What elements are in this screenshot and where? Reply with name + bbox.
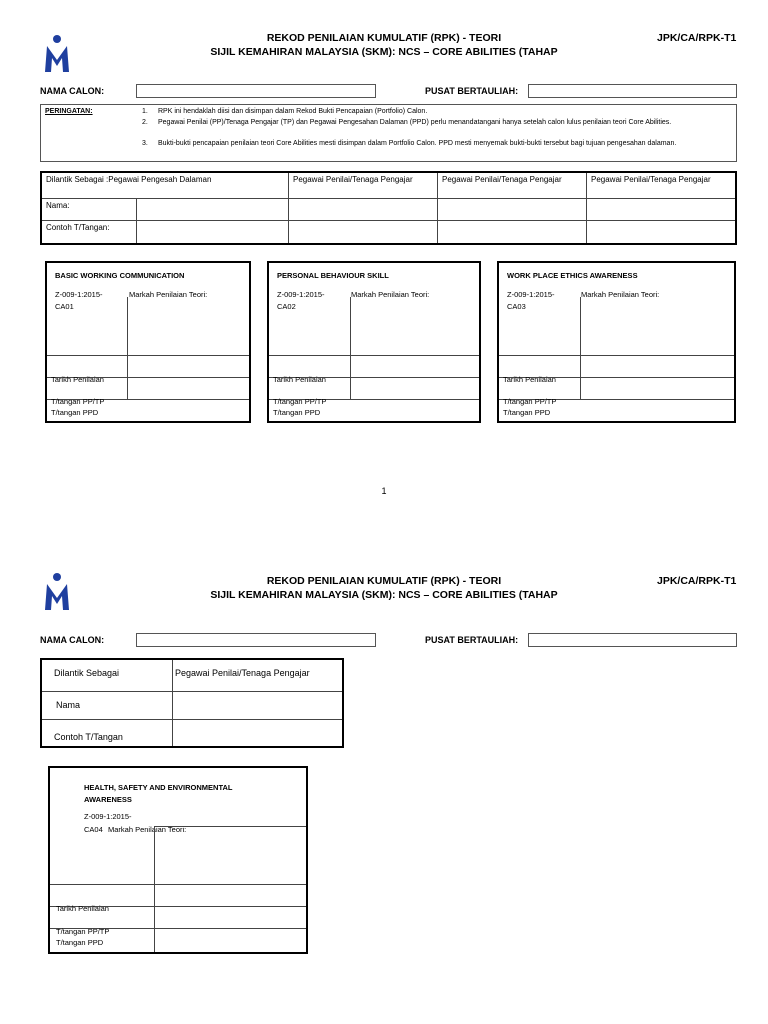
tarikh-field[interactable] [581, 377, 734, 399]
role-label: Pegawai Penilai/Tenaga Pengajar [293, 175, 413, 184]
role-label: Pegawai Penilai/Tenaga Pengajar [442, 175, 562, 184]
signature-field[interactable] [155, 928, 306, 952]
signature-field[interactable] [351, 399, 479, 421]
warning-num: 1. [142, 108, 148, 115]
nama-calon-label: NAMA CALON: [40, 635, 105, 645]
warning-num: 3. [142, 140, 148, 147]
ca-number: CA01 [55, 302, 74, 311]
contoh-tandatangan-label: Contoh T/Tangan: [41, 220, 137, 244]
nama-label: Nama: [41, 198, 137, 220]
ttpp-label: T/tangan PP/TP [503, 397, 557, 406]
markah-label: Markah Penilaian Teori: [129, 290, 208, 299]
nama-field[interactable] [137, 198, 289, 220]
ca-title: WORK PLACE ETHICS AWARENESS [507, 271, 638, 280]
signature-field[interactable] [128, 399, 249, 421]
ca-box-ca03 [497, 261, 736, 423]
ca-box-ca01 [45, 261, 251, 423]
signature-field[interactable] [173, 719, 344, 747]
role-label: Pegawai Penilai/Tenaga Pengajar [173, 659, 344, 691]
markah-field[interactable] [351, 355, 479, 377]
tarikh-label: Tarikh Penilaian [503, 375, 556, 384]
page-title: REKOD PENILAIAN KUMULATIF (RPK) - TEORI [266, 575, 502, 587]
appointment-signature-table [40, 171, 737, 245]
page-subtitle: SIJIL KEMAHIRAN MALAYSIA (SKM): NCS – CORE ABILITIES (TAHAP [210, 589, 558, 601]
warning-item: Bukti-bukti pencapaian penilaian teori Core Abilities mesti disimpan dalam Portfolio Calon. PPD mesti menyemak bukti-bukti tersebut bagi tujuan pengesahan dalaman. [158, 140, 677, 147]
tarikh-field[interactable] [128, 377, 249, 399]
ca-title: HEALTH, SAFETY AND ENVIRONMENTAL AWARENESS [84, 783, 233, 804]
signature-field[interactable] [581, 399, 734, 421]
page-subtitle: SIJIL KEMAHIRAN MALAYSIA (SKM): NCS – CORE ABILITIES (TAHAP [210, 46, 558, 58]
tarikh-label: Tarikh Penilaian [273, 375, 326, 384]
markah-field[interactable] [155, 884, 306, 906]
pusat-bertauliah-field[interactable] [528, 84, 737, 98]
warning-item: RPK ini hendaklah diisi dan disimpan dalam Rekod Bukti Pencapaian (Portfolio) Calon. [158, 108, 428, 115]
signature-field[interactable] [438, 220, 587, 244]
ca-code: Z-009-1:2015- [277, 290, 325, 299]
nama-field[interactable] [587, 198, 737, 220]
markah-label: Markah Penilaian Teori: [581, 290, 660, 299]
ttpp-label: T/tangan PP/TP [273, 397, 327, 406]
ca-number: CA03 [507, 302, 526, 311]
markah-field[interactable] [581, 355, 734, 377]
signature-field[interactable] [137, 220, 289, 244]
contoh-tandatangan-label: Contoh T/Tangan [41, 719, 173, 747]
ca-code: Z-009-1:2015- [507, 290, 555, 299]
warning-box [40, 104, 737, 162]
dilantik-label: Dilantik Sebagai [41, 659, 173, 691]
document-code: JPK/CA/RPK-T1 [657, 575, 737, 587]
warning-label: PERINGATAN: [45, 108, 93, 115]
ttpp-label: T/tangan PP/TP [56, 927, 110, 936]
nama-label: Nama [41, 691, 173, 719]
nama-calon-field[interactable] [136, 633, 376, 647]
pusat-bertauliah-label: PUSAT BERTAULIAH: [425, 635, 519, 645]
tarikh-label: Tarikh Penilaian [56, 904, 109, 913]
signature-field[interactable] [289, 220, 438, 244]
pusat-bertauliah-label: PUSAT BERTAULIAH: [425, 86, 519, 96]
role-cell [587, 172, 737, 198]
role-cell [438, 172, 587, 198]
nama-field[interactable] [438, 198, 587, 220]
role-cell [289, 172, 438, 198]
nama-field[interactable] [289, 198, 438, 220]
ca-number: CA02 [277, 302, 296, 311]
ca-box-ca04 [48, 766, 308, 954]
markah-field[interactable] [128, 355, 249, 377]
tarikh-label: Tarikh Penilaian [51, 375, 104, 384]
dilantik-label: Dilantik Sebagai : [46, 175, 109, 184]
nama-calon-field[interactable] [136, 84, 376, 98]
ttppd-label: T/tangan PPD [273, 408, 321, 417]
markah-label: Markah Penilaian Teori: [108, 825, 187, 834]
ca-title: BASIC WORKING COMMUNICATION [55, 271, 185, 280]
ca-title: PERSONAL BEHAVIOUR SKILL [277, 271, 389, 280]
markah-label: Markah Penilaian Teori: [351, 290, 430, 299]
appointment-signature-table [40, 658, 344, 748]
role-label: Pegawai Penilai/Tenaga Pengajar [591, 175, 711, 184]
page-number: 1 [381, 486, 387, 496]
ttppd-label: T/tangan PPD [51, 408, 99, 417]
ttppd-label: T/tangan PPD [503, 408, 551, 417]
appointment-cell [41, 172, 289, 198]
ca-box-ca02 [267, 261, 481, 423]
tarikh-field[interactable] [351, 377, 479, 399]
nama-calon-label: NAMA CALON: [40, 86, 105, 96]
pusat-bertauliah-field[interactable] [528, 633, 737, 647]
warning-num: 2. [142, 119, 148, 126]
nama-field[interactable] [173, 691, 344, 719]
tarikh-field[interactable] [155, 906, 306, 928]
ca-code: Z-009-1:2015- [84, 812, 132, 821]
ca-number: CA04 [84, 825, 103, 834]
warning-item: Pegawai Penilai (PP)/Tenaga Pengajar (TP) dan Pegawai Pengesahan Dalaman (PPD) perlu menandatangani hanya setelah calon lulus penilaian teori Core Abilities. [158, 119, 672, 126]
role-label: Pegawai Pengesah Dalaman [108, 175, 212, 184]
signature-field[interactable] [587, 220, 737, 244]
page-title: REKOD PENILAIAN KUMULATIF (RPK) - TEORI [266, 32, 502, 44]
document-code: JPK/CA/RPK-T1 [657, 32, 737, 44]
ca-code: Z-009-1:2015- [55, 290, 103, 299]
divider [154, 826, 306, 827]
ttppd-label: T/tangan PPD [56, 938, 104, 947]
ttpp-label: T/tangan PP/TP [51, 397, 105, 406]
